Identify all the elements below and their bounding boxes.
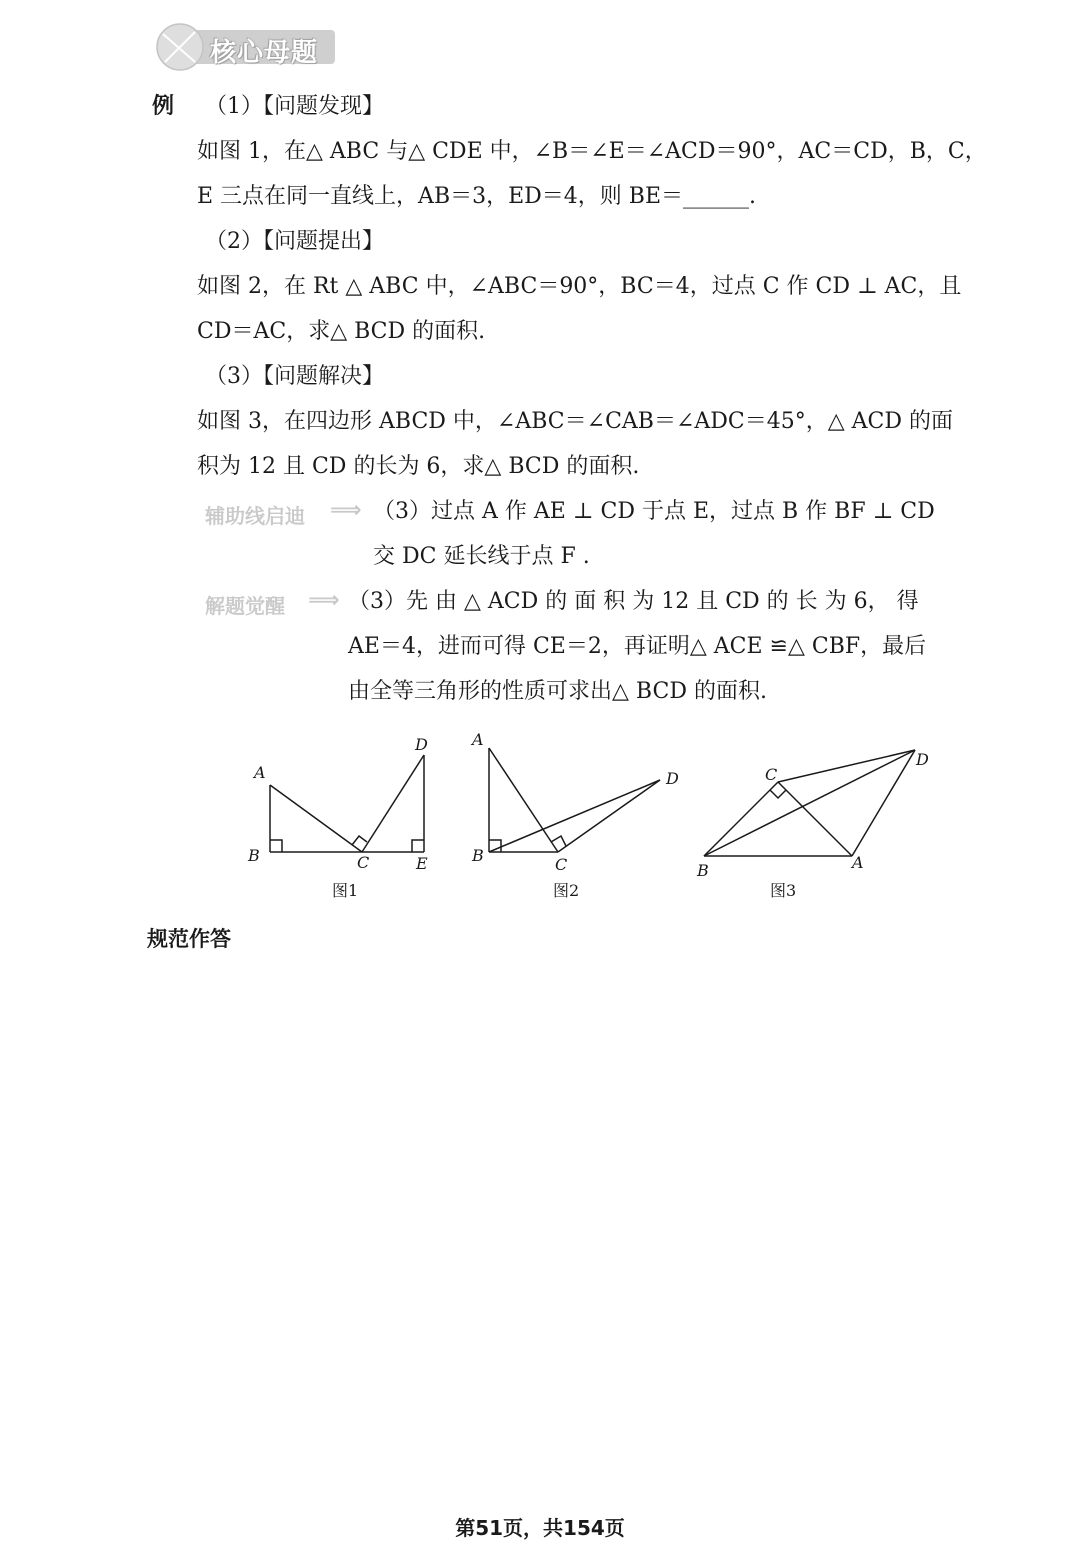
solution-line3: 由全等三角形的性质可求出△ BCD 的面积. — [348, 679, 767, 704]
fig1-label-a: A — [254, 763, 266, 782]
answer-section-title: 规范作答 — [147, 927, 231, 951]
fig1-label-d: D — [415, 735, 428, 754]
part1-title: （1）【问题发现】 — [205, 94, 384, 119]
part1-line2: E 三点在同一直线上，AB＝3，ED＝4，则 BE＝______. — [197, 184, 757, 209]
page-number: 第51页，共154页 — [455, 1516, 625, 1540]
badge-text: 核心母题 — [210, 38, 319, 68]
hint-line1: （3）过点 A 作 AE ⊥ CD 于点 E，过点 B 作 BF ⊥ CD — [373, 499, 935, 524]
part2-title: （2）【问题提出】 — [205, 229, 384, 254]
fig3-label-b: B — [697, 861, 709, 880]
fig2-label-c: C — [555, 855, 568, 874]
fig3-label-c: C — [765, 765, 778, 784]
part1-line1: 如图 1，在△ ABC 与△ CDE 中，∠B＝∠E＝∠ACD＝90°，AC＝CD，B，C， — [197, 139, 987, 164]
fig2-label-d: D — [666, 769, 679, 788]
fig3-label-d: D — [916, 750, 929, 769]
fig2-label-b: B — [472, 846, 484, 865]
hint-arrow-icon: ⟹ — [330, 498, 362, 523]
fig3-caption: 图3 — [770, 881, 797, 900]
fig1-label-b: B — [248, 846, 260, 865]
hint-label: 辅助线启迪 — [205, 504, 305, 528]
solution-line2: AE＝4，进而可得 CE＝2，再证明△ ACE ≌△ CBF，最后 — [348, 634, 927, 659]
part3-title: （3）【问题解决】 — [205, 364, 384, 389]
fig1-label-e: E — [416, 854, 428, 873]
hint-line2: 交 DC 延长线于点 F . — [373, 544, 590, 569]
solution-arrow-icon: ⟹ — [308, 588, 340, 613]
fig1-caption: 图1 — [332, 881, 359, 900]
figure-1 — [270, 755, 424, 852]
fig2-caption: 图2 — [553, 881, 580, 900]
solution-line1: （3）先 由 △ ACD 的 面 积 为 12 且 CD 的 长 为 6， 得 — [348, 589, 919, 614]
fig2-label-a: A — [472, 730, 484, 749]
figure-3 — [704, 750, 915, 856]
part2-line1: 如图 2，在 Rt △ ABC 中，∠ABC＝90°，BC＝4，过点 C 作 CD ⊥ AC，且 — [197, 274, 962, 299]
figure-2 — [489, 748, 660, 852]
fig3-label-a: A — [852, 853, 864, 872]
part3-line1: 如图 3，在四边形 ABCD 中，∠ABC＝∠CAB＝∠ADC＝45°，△ ACD 的面 — [197, 409, 954, 434]
example-label: 例 — [152, 94, 175, 119]
solution-label: 解题觉醒 — [205, 594, 285, 618]
part2-line2: CD＝AC，求△ BCD 的面积. — [197, 319, 486, 344]
part3-line2: 积为 12 且 CD 的长为 6，求△ BCD 的面积. — [197, 454, 640, 479]
fig1-label-c: C — [357, 853, 370, 872]
